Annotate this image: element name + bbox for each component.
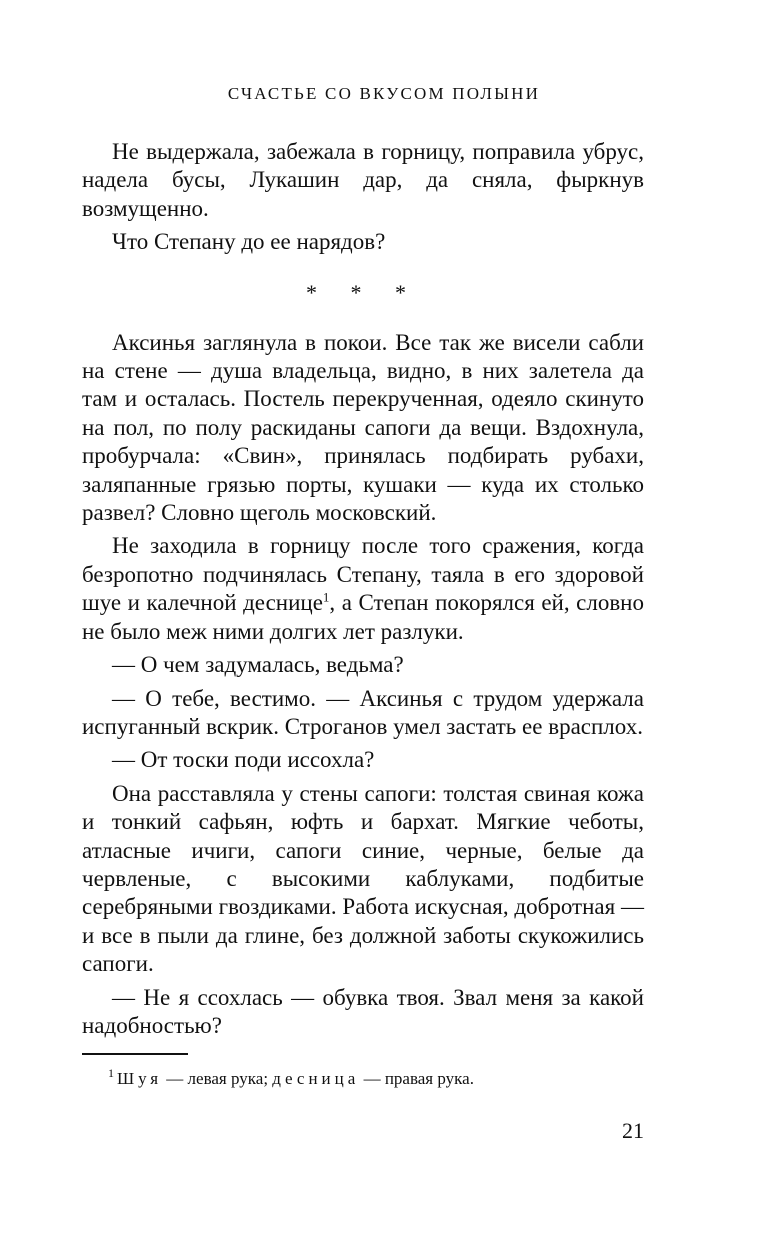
section-break: * * * [306,279,420,305]
paragraph-8: Она расставляла у стены сапоги: толстая свиная кожа и тонкий сафьян, юфть и бархат. Мягкие чеботы, атласные ичиги, сапоги синие, черные, белые да червленые, с высокими каблуками, подбитые серебряными гвоздиками. Работа искусная, добротная — и все в пыли да глине, без должной заботы скукожились сапоги. [82,780,644,977]
footnote-divider [82,1053,188,1055]
footnote-term-1: Шуя [117,1069,163,1088]
paragraph-3: Аксинья заглянула в покои. Все так же висели сабли на стене — душа владельца, видно, в них залетела да там и осталась. Постель перекрученная, одеяло скинуто на пол, по полу раскиданы сапоги да вещи. Вздохнула, пробурчала: «Свин», принялась подбирать рубахи, заляпанные грязью порты, кушаки — куда их столько развел? Словно щеголь московский. [82,329,644,526]
footnote-term-2: десница [272,1069,360,1088]
paragraph-2: Что Степану до ее нарядов? [112,229,386,255]
paragraph-1: Не выдержала, забежала в горницу, поправила убрус, надела бусы, Лукашин дар, да сняла, фыркнув возмущенно. [82,139,644,221]
main-text [82,138,644,1040]
paragraph-6: — О тебе, вестимо. — Аксинья с трудом удержала испуганный вскрик. Строганов умел застать ее врасплох. [82,685,644,739]
paragraph-4-text-a: Не заходила в горницу после того сражения, когда безропотно подчинялась Степану, таяла в его здоровой шуе и калечной деснице [82,533,644,616]
paragraph-9: — Не я ссохлась — обувка твоя. Звал меня за какой надобностью? [82,984,644,1038]
footnote [108,1068,668,1090]
paragraph-7: — От тоски поди иссохла? [112,747,375,773]
footnote-mark: 1 [108,1066,114,1081]
footnote-def-2: — правая рука. [359,1069,474,1088]
page-number: 21 [622,1118,644,1143]
paragraph-4 [82,532,644,646]
footnote-reference: 1 [322,589,330,605]
running-head: СЧАСТЬЕ СО ВКУСОМ ПОЛЫНИ [227,84,541,103]
paragraph-4-text-b: , а Степан покорялся ей, словно не было меж ними долгих лет разлуки. [82,590,644,644]
footnote-def-1: — левая рука; [162,1069,273,1088]
paragraph-5: — О чем задумалась, ведьма? [112,652,404,678]
